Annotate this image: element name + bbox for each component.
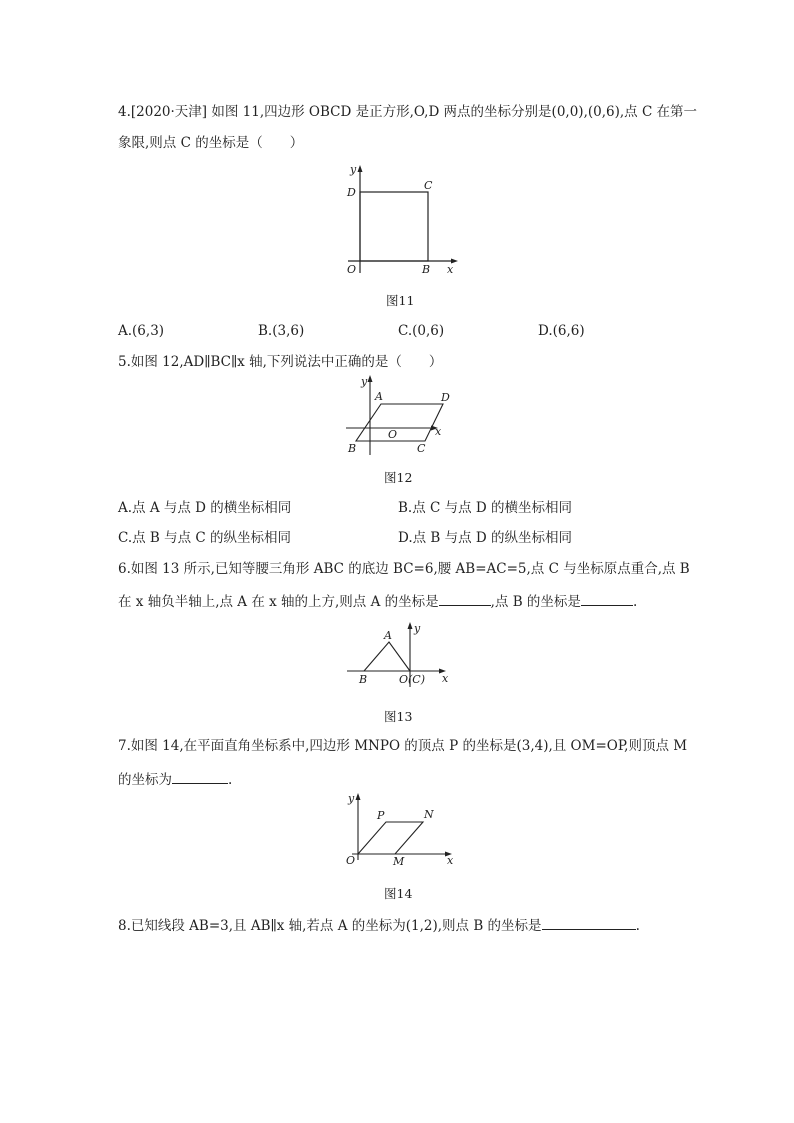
fig11-label-B: B: [422, 263, 431, 276]
q4-option-c: C.(0,6): [398, 323, 445, 339]
q6-stem-text-c: .: [632, 594, 638, 610]
q8-stem-text-a: 8.已知线段 AB=3,且 AB∥x 轴,若点 A 的坐标为(1,2),则点 B 的坐标是: [118, 918, 542, 934]
q8-answer-blank[interactable]: [542, 915, 636, 930]
q5-option-d: D.点 B 与点 D 的纵坐标相同: [398, 530, 573, 546]
fig11-label-y: y: [350, 163, 357, 176]
q8-stem-text-b: .: [635, 918, 640, 934]
fig14-label-O: O: [346, 854, 356, 867]
fig14-label-y: y: [348, 792, 355, 805]
q7-stem-line2: [118, 769, 232, 789]
fig14-label-P: P: [377, 809, 385, 822]
fig12-label-C: C: [417, 442, 426, 455]
fig12-label-y: y: [361, 375, 368, 388]
figure-14: [344, 792, 458, 868]
q5-stem-line1: 5.如图 12,AD∥BC∥x 轴,下列说法中正确的是（ ）: [118, 354, 443, 370]
fig11-label-x: x: [447, 263, 454, 276]
fig14-label-x: x: [447, 854, 454, 867]
fig11-label-O: O: [347, 263, 357, 276]
figure-14-caption: 图14: [384, 886, 413, 901]
q7-answer-blank[interactable]: [172, 769, 228, 784]
q7-stem-text-a: 的坐标为: [118, 772, 172, 788]
figure-11-caption: 图11: [386, 293, 415, 308]
q5-option-c: C.点 B 与点 C 的纵坐标相同: [118, 530, 292, 546]
q4-option-d: D.(6,6): [538, 323, 585, 339]
fig11-label-C: C: [424, 179, 433, 192]
fig12-label-D: D: [441, 391, 450, 404]
fig14-label-N: N: [424, 808, 434, 821]
figure-13: [344, 621, 452, 687]
q6-stem-line2: [118, 591, 637, 611]
q6-stem-text-b: ,点 B 的坐标是: [490, 594, 581, 610]
fig13-label-B: B: [359, 673, 368, 686]
fig13-label-y: y: [414, 622, 421, 635]
q7-stem-line1: 7.如图 14,在平面直角坐标系中,四边形 MNPO 的顶点 P 的坐标是(3,4),且 OM=OP,则顶点 M: [118, 738, 688, 754]
q7-stem-text-b: .: [228, 772, 233, 788]
figure-11: [342, 165, 462, 277]
q4-option-b: B.(3,6): [258, 323, 305, 339]
fig13-label-x: x: [442, 672, 449, 685]
q6-stem-line1: 6.如图 13 所示,已知等腰三角形 ABC 的底边 BC=6,腰 AB=AC=5,点 C 与坐标原点重合,点 B: [118, 561, 690, 577]
fig14-label-M: M: [393, 855, 405, 868]
fig13-label-A: A: [384, 629, 392, 642]
q5-option-a: A.点 A 与点 D 的横坐标相同: [118, 500, 292, 516]
q4-option-a: A.(6,3): [118, 323, 165, 339]
q6-stem-text-a: 在 x 轴负半轴上,点 A 在 x 轴的上方,则点 A 的坐标是: [118, 594, 439, 610]
figure-12: [344, 375, 454, 455]
q4-stem-line2: 象限,则点 C 的坐标是（ ）: [118, 135, 304, 151]
fig12-label-x: x: [435, 425, 442, 438]
fig13-label-OC: O(C): [399, 673, 426, 686]
q5-option-b: B.点 C 与点 D 的横坐标相同: [398, 500, 573, 516]
q6-answer-blank-a[interactable]: [439, 591, 491, 606]
fig12-label-B: B: [348, 442, 357, 455]
figure-12-caption: 图12: [384, 470, 413, 485]
fig11-label-D: D: [347, 186, 356, 199]
q6-answer-blank-b[interactable]: [581, 591, 633, 606]
q4-stem-line1: 4.[2020·天津] 如图 11,四边形 OBCD 是正方形,O,D 两点的坐标分别是(0,0),(0,6),点 C 在第一: [118, 104, 698, 120]
fig12-label-A: A: [375, 390, 383, 403]
fig12-label-O: O: [388, 428, 398, 441]
q8-stem-line1: [118, 915, 640, 935]
figure-13-caption: 图13: [384, 709, 413, 724]
